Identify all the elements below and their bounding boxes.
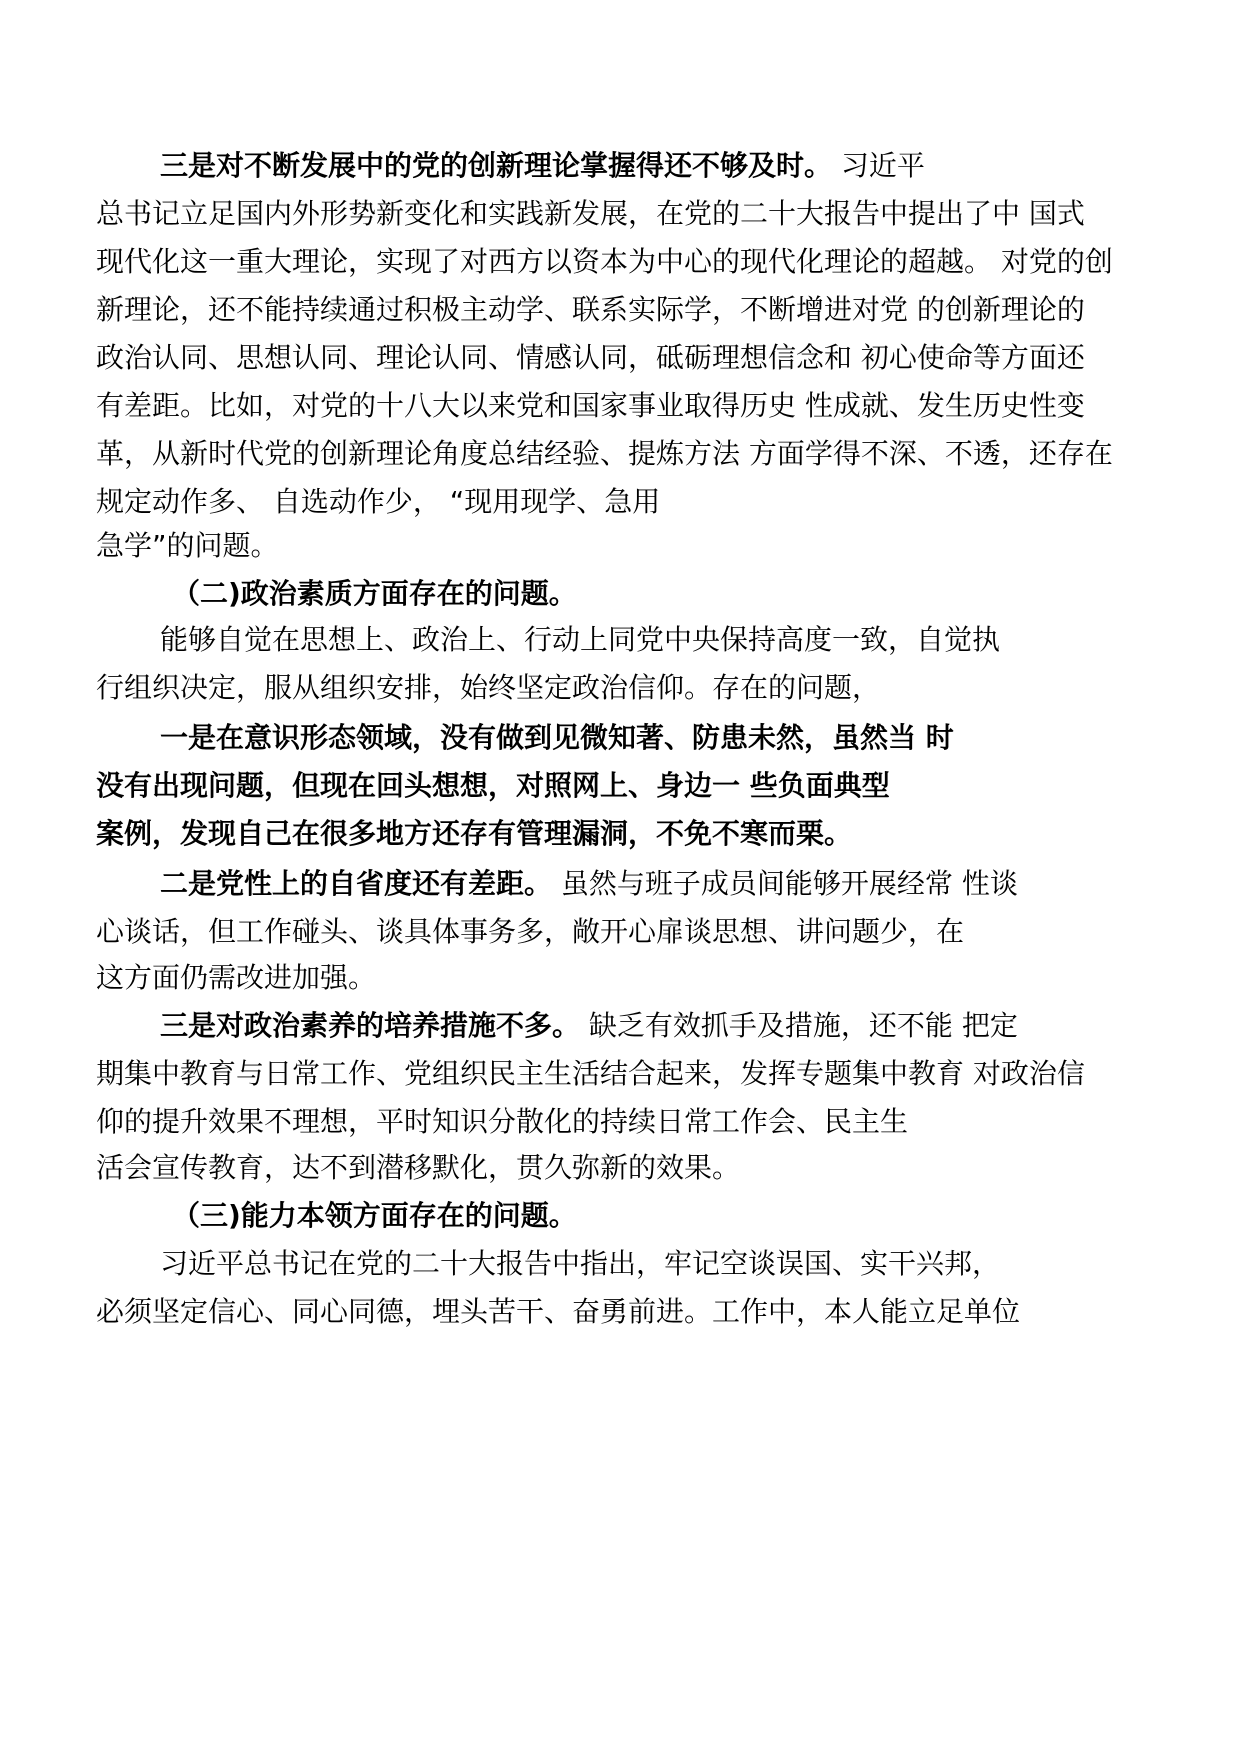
text-line [96,814,852,854]
bold-text-segment: 三是对不断发展中的党的创新理论掌握得还不够及时。 [160,149,833,182]
text-segment: 虽然与班子成员间能够开展经常 性谈 [552,867,1018,900]
text-line [96,194,1085,234]
text-line [160,620,1000,660]
text-line [172,1196,577,1236]
text-segment: 有差距。比如，对党的十八大以来党和国家事业取得历史 性成就、发生历史性变 [96,389,1085,422]
text-segment: 这方面仍需改进加强。 [96,961,377,994]
bold-text-segment: 一是在意识形态领域，没有做到见微知著、防患未然，虽然当 时 [160,721,954,754]
text-line [160,146,925,186]
text-line [96,912,964,952]
text-line [96,1054,1085,1094]
text-segment: 新理论，还不能持续通过积极主动学、联系实际学，不断增进对党 的创新理论的 [96,293,1085,326]
text-line [96,1102,908,1142]
text-line [96,482,660,522]
text-segment: 规定动作多、 自选动作少， “现用现学、急用 [96,485,661,518]
text-line [160,864,1018,904]
text-line [96,434,1113,474]
text-segment: 期集中教育与日常工作、党组织民主生活结合起来，发挥专题集中教育 对政治信 [96,1057,1085,1090]
bold-text-segment: 没有出现问题，但现在回头想想，对照网上、身边一 些负面典型 [96,769,890,802]
text-line [172,574,577,614]
text-segment: 仰的提升效果不理想，平时知识分散化的持续日常工作会、民主生 [96,1105,909,1138]
text-line [96,290,1085,330]
text-segment: 习近平总书记在党的二十大报告中指出，牢记空谈误国、实干兴邦， [160,1247,1001,1280]
bold-text-segment: 案例，发现自己在很多地方还存有管理漏洞，不免不寒而栗。 [96,817,853,850]
text-line [96,386,1085,426]
text-segment: 急学”的问题。 [96,529,279,562]
text-segment: 习近平 [832,149,925,182]
text-line [96,958,376,998]
text-line [96,668,880,708]
text-line [160,1006,1018,1046]
text-segment: 现代化这一重大理论，实现了对西方以资本为中心的现代化理论的超越。 对党的创 [96,245,1113,278]
text-segment: 能够自觉在思想上、政治上、行动上同党中央保持高度一致，自觉执 [160,623,1001,656]
bold-text-segment: 三是对政治素养的培养措施不多。 [160,1009,581,1042]
text-segment: 必须坚定信心、同心同德，埋头苦干、奋勇前进。工作中，本人能立足单位 [96,1295,1021,1328]
bold-text-segment: （三)能力本领方面存在的问题。 [172,1199,577,1232]
bold-text-segment: （二)政治素质方面存在的问题。 [172,577,577,610]
text-segment: 缺乏有效抓手及措施，还不能 把定 [580,1009,1018,1042]
text-line [96,1292,1020,1332]
text-line [160,1244,1000,1284]
text-line [96,338,1085,378]
text-segment: 总书记立足国内外形势新变化和实践新发展，在党的二十大报告中提出了中 国式 [96,197,1085,230]
text-line [96,1148,740,1188]
text-line [96,242,1113,282]
text-line [96,766,890,806]
text-segment: 活会宣传教育，达不到潜移默化，贯久弥新的效果。 [96,1151,741,1184]
text-line [96,526,279,566]
text-segment: 行组织决定，服从组织安排，始终坚定政治信仰。存在的问题， [96,671,881,704]
bold-text-segment: 二是党性上的自省度还有差距。 [160,867,553,900]
text-segment: 心谈话，但工作碰头、谈具体事务多，敞开心扉谈思想、讲问题少，在 [96,915,965,948]
text-segment: 革，从新时代党的创新理论角度总结经验、提炼方法 方面学得不深、不透，还存在 [96,437,1113,470]
text-segment: 政治认同、思想认同、理论认同、情感认同，砥砺理想信念和 初心使命等方面还 [96,341,1085,374]
text-line [160,718,954,758]
